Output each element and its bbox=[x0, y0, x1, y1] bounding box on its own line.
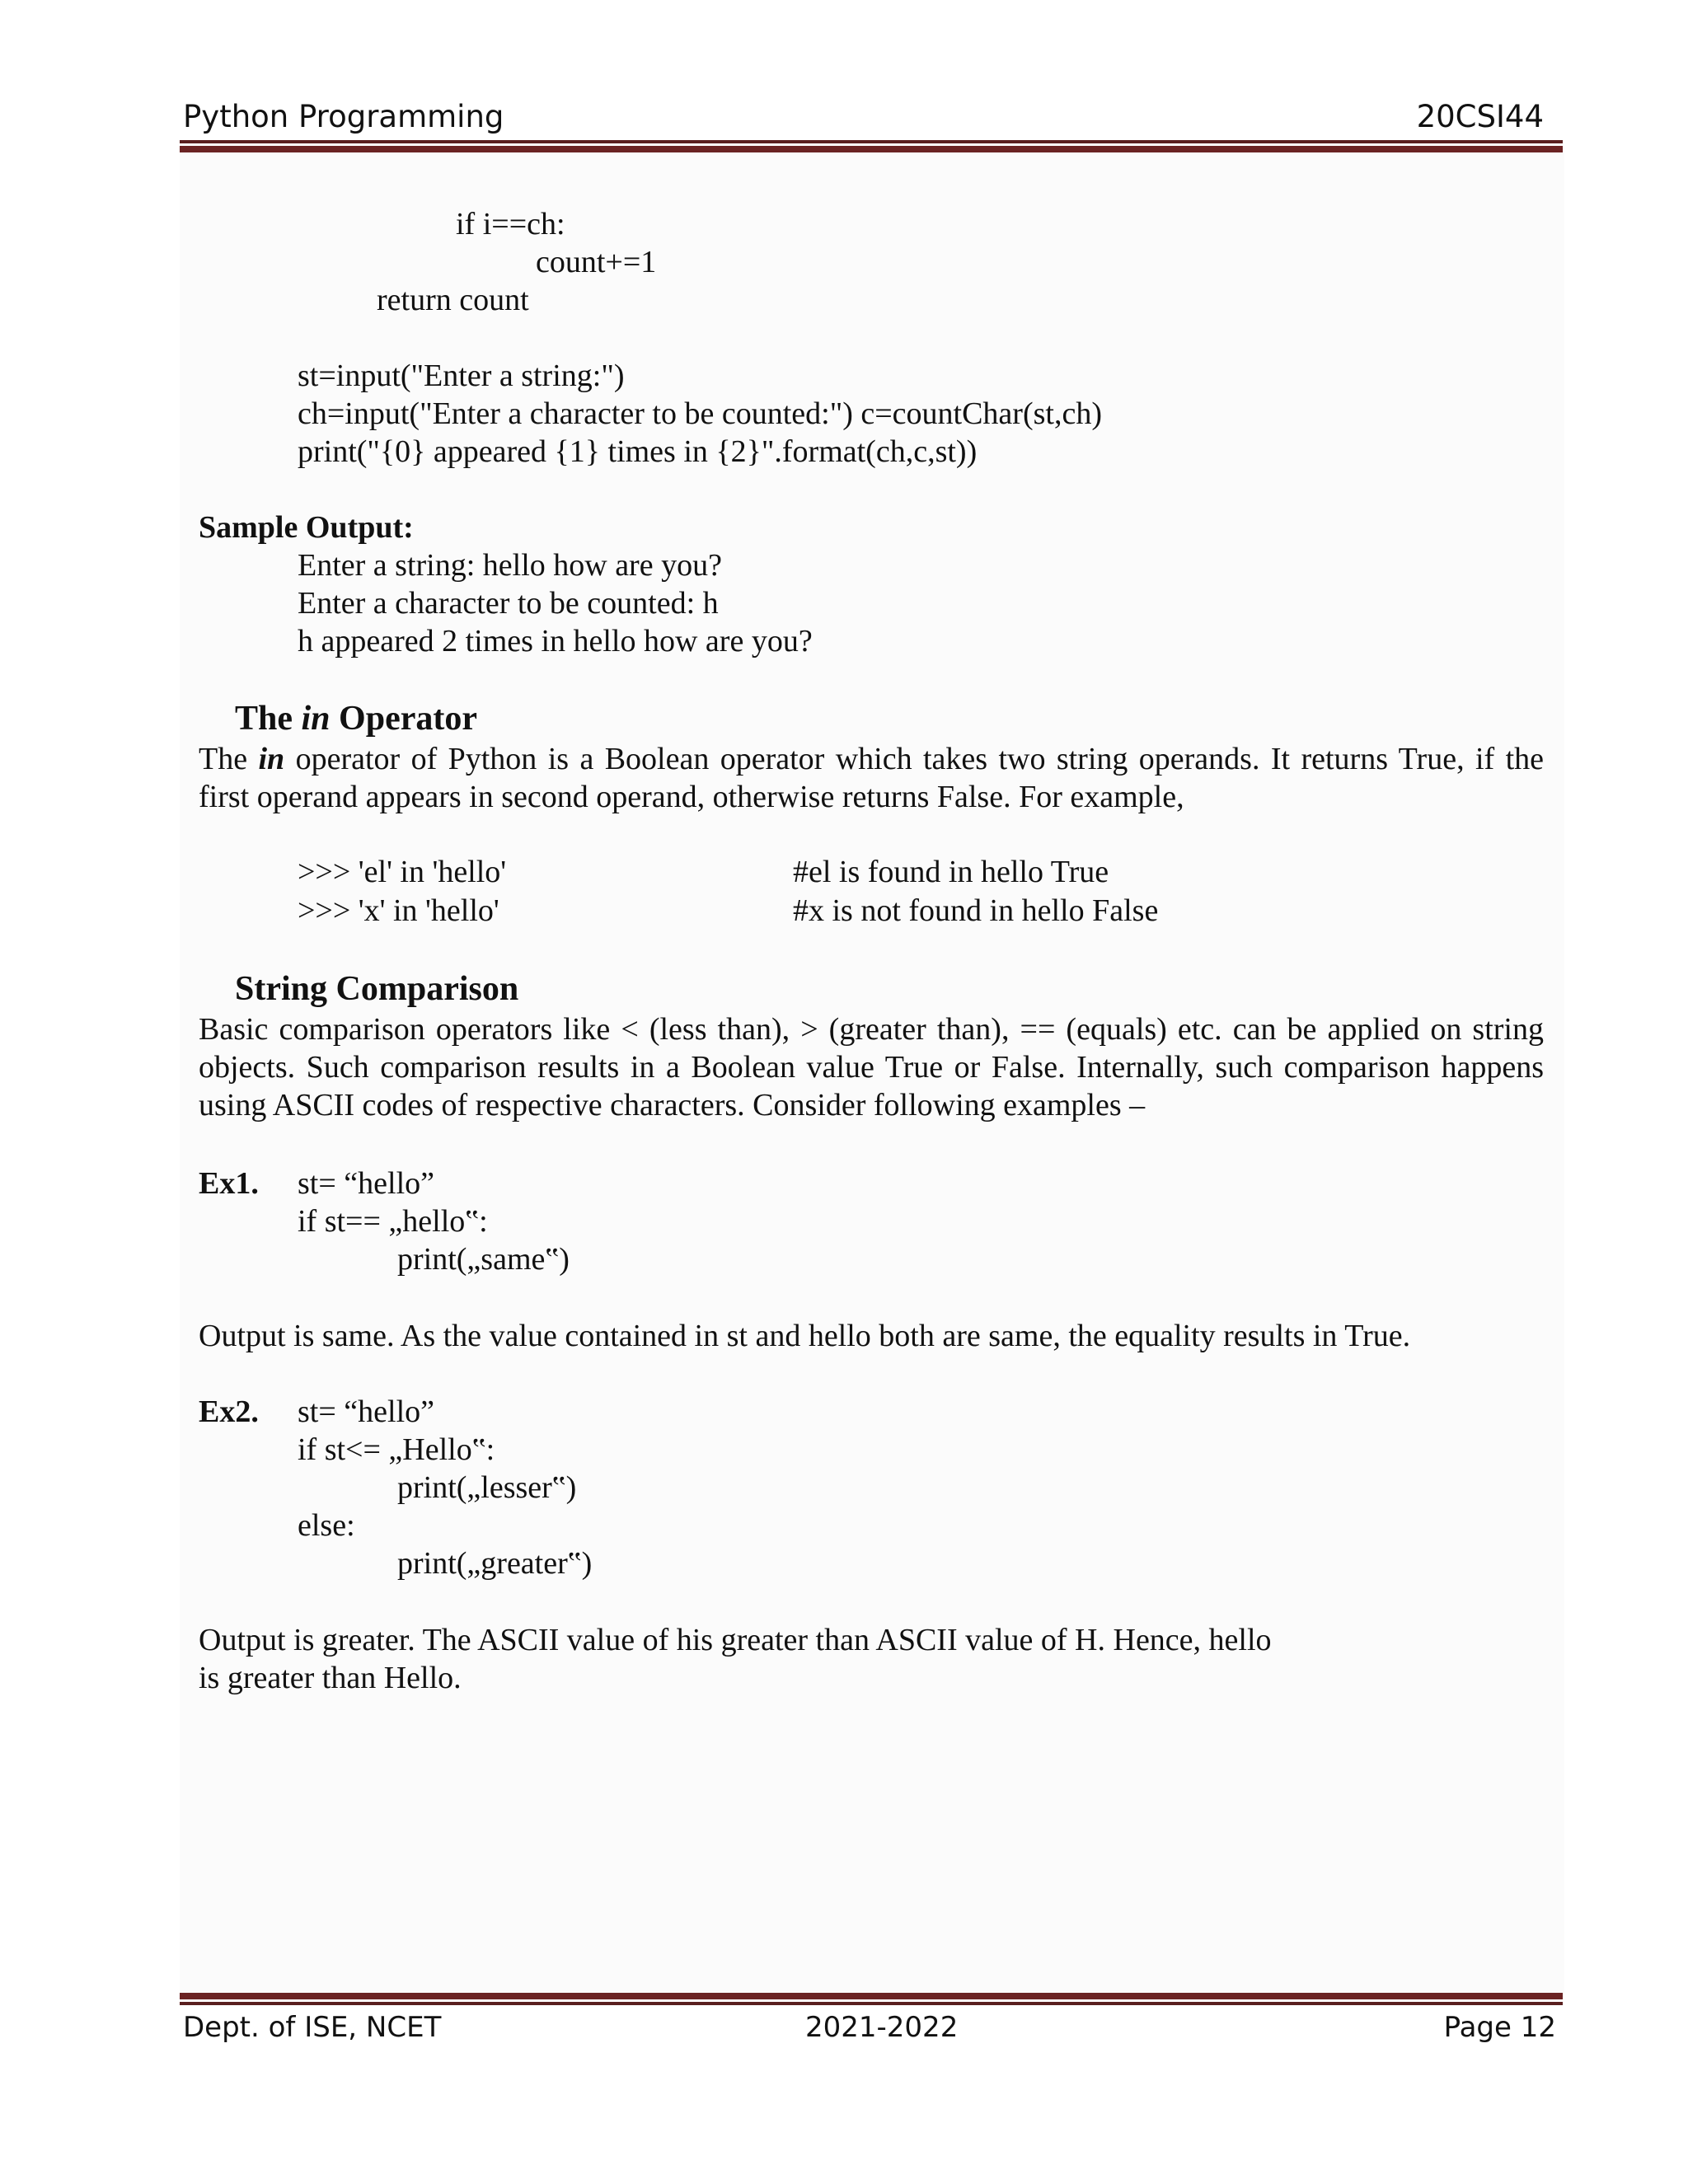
header-rule-thin bbox=[180, 140, 1563, 143]
footer-department: Dept. of ISE, NCET bbox=[183, 2011, 442, 2044]
code-line: print(„same‟) bbox=[397, 1242, 570, 1277]
section-heading-string-comparison: String Comparison bbox=[235, 970, 519, 1008]
code-line: if st== „hello‟: bbox=[298, 1204, 488, 1239]
code-line: ch=input("Enter a character to be counted:") c=countChar(st,ch) bbox=[298, 396, 1102, 431]
sample-output-heading: Sample Output: bbox=[199, 510, 414, 545]
code-line: print(„lesser‟) bbox=[397, 1470, 577, 1505]
example-comment: #x is not found in hello False bbox=[793, 893, 1159, 928]
code-line: st= “hello” bbox=[298, 1394, 434, 1429]
comparison-paragraph: Basic comparison operators like < (less than), > (greater than), == (equals) etc. can be applied on string objects. Such comparison results in a Boolean value True or False. Internally, such comparison happens using ASCII codes of respective characters. Consider following examples – bbox=[199, 1012, 1544, 1122]
output-line: Enter a character to be counted: h bbox=[298, 586, 719, 621]
footer-page-number: Page 12 bbox=[1443, 2011, 1556, 2044]
code-line: count+=1 bbox=[536, 245, 657, 279]
example-code: >>> 'x' in 'hello' bbox=[298, 893, 499, 928]
example-code: >>> 'el' in 'hello' bbox=[298, 855, 507, 889]
example-output-text: Output is greater. The ASCII value of his greater than ASCII value of H. Hence, hello bbox=[199, 1623, 1272, 1657]
code-line: st= “hello” bbox=[298, 1166, 434, 1201]
code-line: return count bbox=[377, 283, 529, 317]
example-output-text: Output is same. As the value contained in st and hello both are same, the equality results in True. bbox=[199, 1319, 1411, 1353]
footer-academic-year: 2021-2022 bbox=[805, 2011, 959, 2044]
code-line: print(„greater‟) bbox=[397, 1546, 593, 1581]
footer-rule-thin bbox=[180, 2002, 1563, 2005]
example-comment: #el is found in hello True bbox=[793, 855, 1109, 889]
output-line: Enter a string: hello how are you? bbox=[298, 548, 722, 583]
footer-rule-thick bbox=[180, 1993, 1563, 1999]
code-line: else: bbox=[298, 1508, 355, 1543]
section-heading-in-operator: The in Operator bbox=[235, 700, 477, 738]
code-line: print("{0} appeared {1} times in {2}".format(ch,c,st)) bbox=[298, 434, 978, 469]
example-output-text: is greater than Hello. bbox=[199, 1661, 462, 1695]
header-course-code: 20CSI44 bbox=[1416, 99, 1544, 134]
code-line: if st<= „Hello‟: bbox=[298, 1432, 495, 1467]
code-line: if i==ch: bbox=[456, 207, 565, 241]
in-operator-paragraph: The in operator of Python is a Boolean operator which takes two string operands. It returns True, if the first operand appears in second operand, otherwise returns False. For example, bbox=[199, 742, 1545, 814]
output-line: h appeared 2 times in hello how are you? bbox=[298, 624, 813, 658]
header-rule-thick bbox=[180, 146, 1563, 152]
example-label: Ex1. bbox=[199, 1166, 259, 1201]
header-title: Python Programming bbox=[183, 99, 504, 134]
example-label: Ex2. bbox=[199, 1394, 259, 1429]
code-line: st=input("Enter a string:") bbox=[298, 359, 625, 393]
